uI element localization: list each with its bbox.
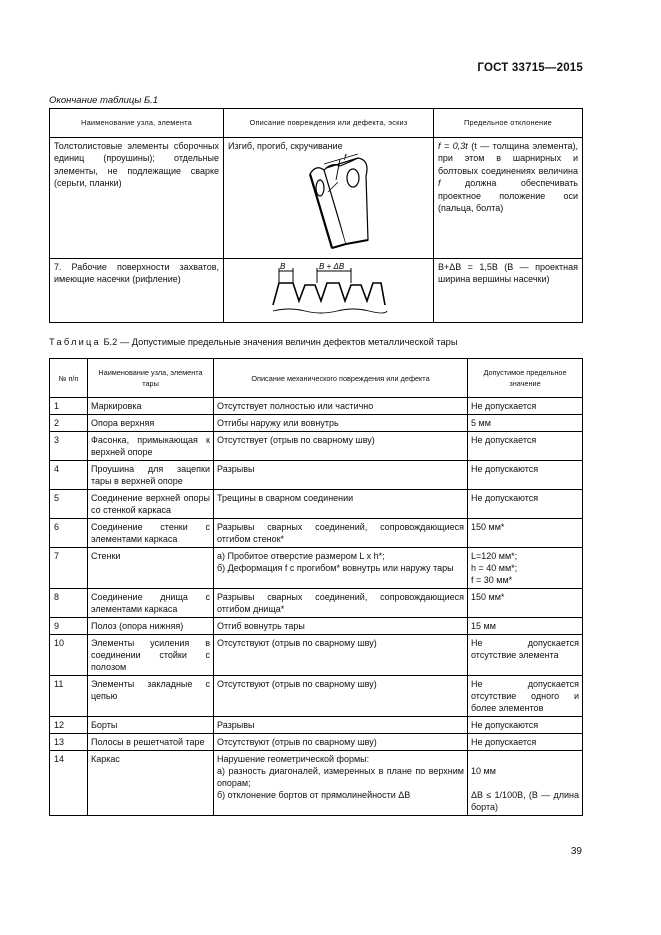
sketch-label-f: f: [344, 153, 347, 163]
serration-sketch: [269, 261, 389, 317]
row-number: 6: [50, 519, 88, 548]
table-row: [50, 138, 583, 259]
table-row: [50, 589, 583, 618]
table-row: [50, 258, 583, 322]
sketch-label-b: B: [279, 261, 285, 271]
limit-cell: [434, 138, 583, 259]
element-name-cell: Стенки: [88, 548, 214, 589]
defect-description: Изгиб, прогиб, скручивание: [228, 141, 343, 151]
column-header: Допустимое предельное значение: [468, 359, 583, 398]
element-name-cell: Толстолистовые элементы сборочных единиц (проушины); отдельные элементы, не подлежащие сварке (серьги, планки): [50, 138, 224, 259]
row-number: 9: [50, 618, 88, 635]
limit-part: f: [438, 178, 441, 189]
element-name-cell: Фасонка, примыкающая к верхней опоре: [88, 432, 214, 461]
sketch-label-b-delta: B + ΔB: [318, 261, 344, 271]
row-number: 8: [50, 589, 88, 618]
row-number: 12: [50, 717, 88, 734]
limit-cell: 150 мм*: [468, 589, 583, 618]
defect-description-cell: [224, 258, 434, 322]
defect-description-cell: Разрывы сварных соединений, сопровождающиеся отгибом стенок*: [214, 519, 468, 548]
table-row: [50, 635, 583, 676]
table-row: [50, 415, 583, 432]
table-continuation-caption: Окончание таблицы Б.1: [49, 95, 159, 106]
limit-cell: Не допускается: [468, 398, 583, 415]
defect-description-cell: Отсутствует полностью или частично: [214, 398, 468, 415]
defect-description-cell: Разрывы: [214, 717, 468, 734]
limit-cell: 150 мм*: [468, 519, 583, 548]
limit-cell: Не допускается: [468, 432, 583, 461]
limit-cell: Не допускаются: [468, 717, 583, 734]
defect-description-cell: Отгиб вовнутрь тары: [214, 618, 468, 635]
defect-description-cell: Отсутствует (отрыв по сварному шву): [214, 432, 468, 461]
row-number: 13: [50, 734, 88, 751]
limit-cell: B+ΔB = 1,5B (B — проектная ширина вершины насечки): [434, 258, 583, 322]
description-line: Нарушение геометрической формы:: [217, 754, 370, 764]
limit-part: должна обеспечивать проектное положение оси (пальца, болта): [438, 178, 578, 214]
defect-description-cell: Отгибы наружу или вовнутрь: [214, 415, 468, 432]
column-header: Наименование узла, элемента: [50, 109, 224, 138]
table-b2-caption: [49, 337, 458, 347]
element-name-cell: Борты: [88, 717, 214, 734]
column-header: № п/п: [50, 359, 88, 398]
defect-description-cell: Отсутствуют (отрыв по сварному шву): [214, 676, 468, 717]
description-line: а) Пробитое отверстие размером L x h*;: [217, 551, 385, 561]
row-number: 14: [50, 751, 88, 816]
description-line: б) отклонение бортов от прямолинейности ΔB: [217, 790, 411, 800]
caption-prefix: Таблица: [49, 337, 101, 347]
limit-line: f = 30 мм*: [471, 575, 513, 585]
document-code: ГОСТ 33715—2015: [477, 62, 583, 74]
element-name-cell: Проушина для зацепки тары в верхней опоре: [88, 461, 214, 490]
limit-line: 10 мм: [471, 766, 496, 776]
column-header: Описание повреждения или дефекта, эскиз: [224, 109, 434, 138]
element-name-cell: Опора верхняя: [88, 415, 214, 432]
description-line: б) Деформация f с прогибом* вовнутрь или наружу тары: [217, 563, 454, 573]
limit-cell: Не допускается: [468, 734, 583, 751]
table-row: [50, 519, 583, 548]
element-name-cell: Каркас: [88, 751, 214, 816]
element-name-cell: Соединение верхней опоры со стенкой каркаса: [88, 490, 214, 519]
table-row: [50, 398, 583, 415]
page-number: 39: [570, 846, 582, 857]
element-name-cell: Элементы закладные с цепью: [88, 676, 214, 717]
table-b2: [49, 358, 583, 816]
row-number: 1: [50, 398, 88, 415]
table-row: [50, 461, 583, 490]
limit-line: ΔB ≤ 1/100B, (B — длина борта): [471, 790, 579, 812]
element-name-cell: Соединение стенки с элементами каркаса: [88, 519, 214, 548]
row-number: 4: [50, 461, 88, 490]
defect-description-cell: [224, 138, 434, 259]
row-number: 11: [50, 676, 88, 717]
table-header-row: [50, 109, 583, 138]
limit-cell: Не допускаются: [468, 490, 583, 519]
table-row: [50, 490, 583, 519]
limit-cell: Не допускается отсутствие одного и более элементов: [468, 676, 583, 717]
table-row: [50, 432, 583, 461]
limit-part: t: [465, 141, 468, 151]
element-name-cell: Полоз (опора нижняя): [88, 618, 214, 635]
defect-description-cell: Разрывы сварных соединений, сопровождающиеся отгибом днища*: [214, 589, 468, 618]
defect-description-cell: [214, 751, 468, 816]
column-header: Наименование узла, элемента тары: [88, 359, 214, 398]
table-b1-end: [49, 108, 583, 323]
element-name-cell: Соединение днища с элементами каркаса: [88, 589, 214, 618]
defect-description-cell: Отсутствуют (отрыв по сварному шву): [214, 635, 468, 676]
column-header: Предельное отклонение: [434, 109, 583, 138]
row-number: 10: [50, 635, 88, 676]
caption-text: Б.2 — Допустимые предельные значения величин дефектов металлической тары: [100, 337, 458, 347]
description-line: а) разность диагоналей, измеренных в плане по верхним опорам;: [217, 766, 464, 788]
limit-line: L=120 мм*;: [471, 551, 518, 561]
limit-cell: 15 мм: [468, 618, 583, 635]
row-number: 5: [50, 490, 88, 519]
table-row: [50, 676, 583, 717]
limit-cell: Не допускается отсутствие элемента: [468, 635, 583, 676]
defect-description-cell: Трещины в сварном соединении: [214, 490, 468, 519]
limit-line: h = 40 мм*;: [471, 563, 518, 573]
table-row: [50, 548, 583, 589]
defect-description-cell: Разрывы: [214, 461, 468, 490]
table-row: [50, 751, 583, 816]
limit-cell: Не допускаются: [468, 461, 583, 490]
defect-description-cell: [214, 548, 468, 589]
element-name-cell: Полосы в решетчатой таре: [88, 734, 214, 751]
table-row: [50, 717, 583, 734]
column-header: Описание механического повреждения или дефекта: [214, 359, 468, 398]
table-row: [50, 734, 583, 751]
element-name-cell: Маркировка: [88, 398, 214, 415]
bent-lug-sketch: [228, 152, 428, 252]
defect-description-cell: Отсутствуют (отрыв по сварному шву): [214, 734, 468, 751]
table-row: [50, 618, 583, 635]
element-name-cell: Элементы усиления в соединении стойки с полозом: [88, 635, 214, 676]
table-header-row: [50, 359, 583, 398]
limit-cell: [468, 751, 583, 816]
limit-cell: 5 мм: [468, 415, 583, 432]
row-number: 2: [50, 415, 88, 432]
limit-part: (t — толщина элемента), при этом в шарнирных и болтовых соединениях величина: [438, 141, 578, 176]
limit-cell: [468, 548, 583, 589]
limit-part: f = 0,3: [438, 141, 466, 151]
element-name-cell: 7. Рабочие поверхности захватов, имеющие насечки (рифление): [50, 258, 224, 322]
row-number: 7: [50, 548, 88, 589]
row-number: 3: [50, 432, 88, 461]
